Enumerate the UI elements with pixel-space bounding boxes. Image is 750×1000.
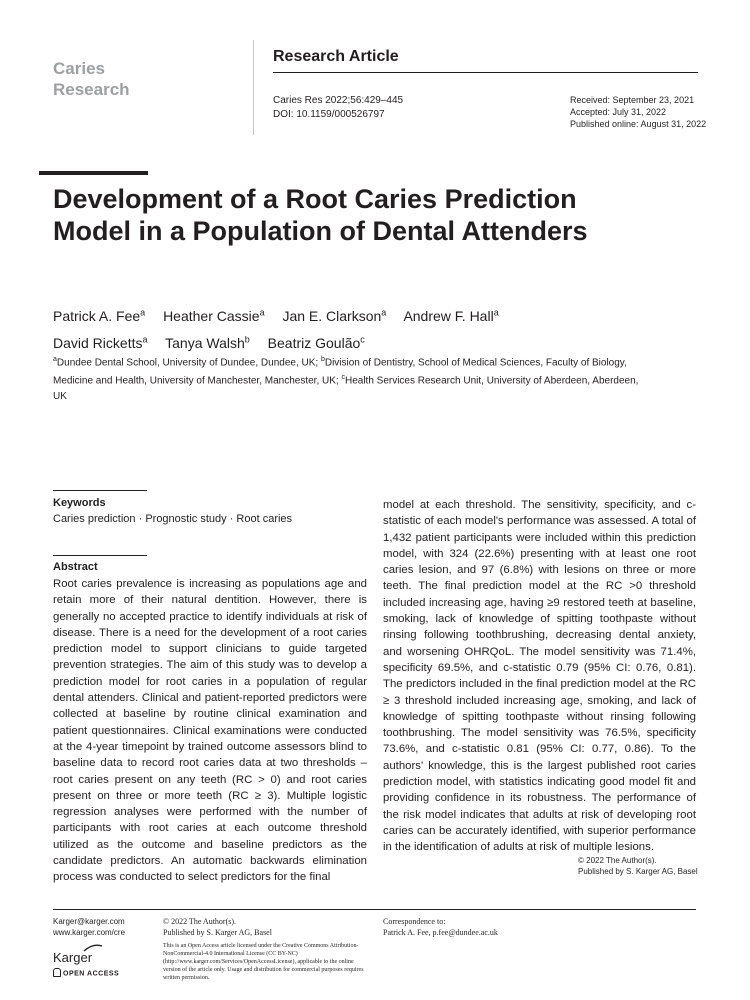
open-access-badge: OPEN ACCESS bbox=[53, 969, 119, 978]
citation-block bbox=[273, 94, 403, 122]
author: Beatriz Goulão$^c$ bbox=[267, 334, 365, 352]
author: Andrew F. Hall$^a$ bbox=[403, 307, 499, 324]
license-text: This is an Open Access article licensed under the Creative Commons Attribution-NonCommercial-4.0 International License (CC BY-NC) (http://www.karger.com/Services/OpenAccessLicense), applicable to the online version of the article only. Usage and distribution for commercial purposes requires written permission. bbox=[163, 943, 364, 981]
doi[interactable]: DOI: 10.1159/000526797 bbox=[273, 109, 385, 120]
author: Patrick A. Fee$^a$ bbox=[53, 307, 146, 324]
article-title: Development of a Root Caries Prediction Model in a Population of Dental Attenders bbox=[53, 184, 588, 246]
publisher-email[interactable]: Karger@karger.com bbox=[53, 917, 125, 926]
open-lock-icon bbox=[53, 968, 61, 977]
author: Tanya Walsh$^b$ bbox=[165, 334, 250, 352]
affiliations: $^a$Dundee Dental School, University of Dundee, Dundee, UK; $^b$Division of Dentistry, School of Medical Sciences, Faculty of Biology, Medicine and Health, University of Manchester, Manchester, UK; $^c$Health Services Research Unit, University of Aberdeen, Aberdeen, UK bbox=[53, 356, 639, 402]
abstract-column-1: Root caries prevalence is increasing as populations age and retain more of their natural dentition. However, there is generally no accepted practice to identify individuals at risk of disease. There is a need for the development of a root caries prediction model to support clinicians to guide targeted prevention strategies. The aim of this study was to develop a prediction model for root caries in a population of regular dental attenders. Clinical and patient-reported predictors were collected at baseline by routine clinical examination and patient questionnaires. Clinical examinations were conducted at the 4-year timepoint by trained outcome assessors blind to baseline data to record root caries data at two thresholds – root caries present on any teeth (RC > 0) and root caries present on three or more teeth (RC ≥ 3). Multiple logistic regression analyses were performed with the number of participants with root caries at each outcome threshold utilized as the outcome and baseline predictors as the candidate predictors. An automatic backwards elimination process was conducted to select predictors for the final bbox=[53, 578, 367, 884]
accepted-date: Accepted: July 31, 2022 bbox=[570, 107, 667, 117]
journal-name bbox=[53, 58, 130, 100]
keywords-text: Caries prediction · Prognostic study · Root caries bbox=[53, 513, 293, 525]
footer-rule bbox=[53, 909, 696, 910]
keywords-heading: Keywords bbox=[53, 497, 106, 509]
karger-logo-swoosh-icon bbox=[83, 943, 103, 953]
header-divider bbox=[253, 40, 254, 135]
author: David Ricketts$^a$ bbox=[53, 334, 148, 352]
dates-block bbox=[570, 94, 706, 130]
received-date: Received: September 23, 2021 bbox=[570, 95, 695, 105]
copyright-note: © 2022 The Author(s). Published by S. Karger AG, Basel bbox=[578, 856, 698, 876]
karger-logo: Karger bbox=[53, 950, 93, 965]
publisher-contact bbox=[53, 916, 125, 938]
correspondence: Correspondence to: Patrick A. Fee, p.fee@dundee.ac.uk bbox=[383, 917, 498, 937]
abstract-column-2: model at each threshold. The sensitivity, specificity, and c-statistic of each model's performance was assessed. A total of 1,432 patient participants were included within this prediction model, with 324 (22.6%) presenting with at least one root caries lesion, and 97 (6.8%) with lesions on three or more teeth. The final prediction model at the RC >0 threshold included increasing age, having ≥9 restored teeth at baseline, smoking, lack of knowledge of spitting toothpaste without rinsing following toothbrushing, decreasing dental anxiety, and worsening OHRQoL. The model sensitivity was 71.4%, specificity 69.5%, and c-statistic 0.79 (95% CI: 0.76, 0.81). The predictors included in the final prediction model at the RC ≥ 3 threshold included increasing age, smoking, and lack of knowledge of spitting toothpaste without rinsing following toothbrushing. The model sensitivity was 76.5%, specificity 73.6%, and c-statistic 0.81 (95% CI: 0.77, 0.86). To the authors' knowledge, this is the largest published root caries prediction model, with statistics indicating good model fit and providing confidence in its robustness. The performance of the risk model indicates that adults at risk of developing root caries can be accurately identified, with superior performance in the identification of adults at risk of multiple lesions. bbox=[383, 499, 696, 854]
citation: Caries Res 2022;56:429–445 bbox=[273, 95, 404, 106]
keywords-rule bbox=[53, 490, 147, 491]
journal-name-line1: Caries bbox=[53, 59, 105, 78]
publisher-website[interactable]: www.karger.com/cre bbox=[53, 928, 126, 937]
author: Jan E. Clarkson$^a$ bbox=[282, 307, 387, 324]
abstract-rule bbox=[53, 555, 147, 556]
author-list bbox=[53, 300, 693, 355]
published-date: Published online: August 31, 2022 bbox=[570, 119, 707, 129]
author: Heather Cassie$^a$ bbox=[163, 307, 265, 324]
header-rule bbox=[273, 72, 698, 73]
article-type: Research Article bbox=[273, 48, 399, 65]
journal-name-line2: Research bbox=[53, 80, 130, 99]
title-bar bbox=[39, 171, 148, 175]
abstract-heading: Abstract bbox=[53, 561, 98, 573]
footer-copyright: © 2022 The Author(s). Published by S. Karger AG, Basel bbox=[163, 917, 272, 937]
